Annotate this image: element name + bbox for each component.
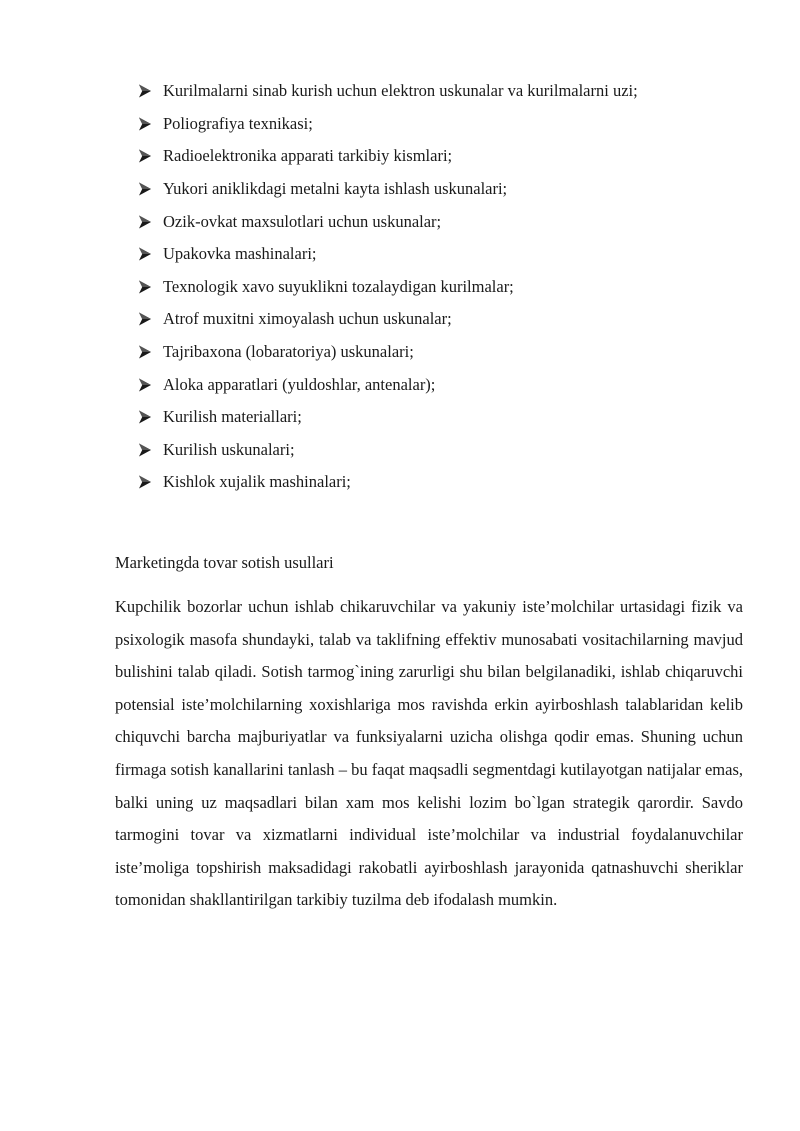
list-item (138, 75, 638, 108)
section-heading: Marketingda tovar sotish usullari (115, 553, 334, 572)
arrow-bullet-icon (138, 117, 152, 131)
bullet-list (138, 75, 638, 499)
list-item-text: Upakovka mashinalari; (163, 244, 317, 264)
body-paragraph: Kupchilik bozorlar uchun ishlab chikaruvchilar va yakuniy iste’molchilar urtasidagi fizik va psixologik masofa shundayki, talab va taklifning effektiv munosabati vositachilarning mavjud bulishini talab qiladi. Sotish tarmog`ining zarurligi shu bilan belgilanadiki, ishlab chiqaruvchi potensial iste’molchilarning xoxishlariga mos ravishda erkin ayirboshlash talablaridan kelib chiquvchi barcha majburiyatlar va funksiyalarni uzicha olishga qodir emas. Shuning uchun firmaga sotish kanallarini tanlash – bu faqat maqsadli segmentdagi kutilayotgan natijalar emas, balki uning uz maqsadlari bilan xam mos kelishi lozim bo`lgan strategik qarordir. Savdo tarmogini tovar va xizmatlarni individual iste’molchilar va industrial foydalanuvchilar iste’moliga topshirish maksadidagi rakobatli ayirboshlash jarayonida qatnashuvchi sheriklar tomonidan shakllantirilgan tarkibiy tuzilma deb ifodalash mumkin. (115, 597, 743, 910)
arrow-bullet-icon (138, 247, 152, 261)
list-item-text: Texnologik xavo suyuklikni tozalaydigan kurilmalar; (163, 276, 514, 296)
arrow-bullet-icon (138, 475, 152, 489)
arrow-bullet-icon (138, 443, 152, 457)
list-item-text: Kurilmalarni sinab kurish uchun elektron uskunalar va kurilmalarni uzi; (163, 81, 638, 101)
list-item-text: Yukori aniklikdagi metalni kayta ishlash uskunalari; (163, 179, 508, 199)
list-item (138, 368, 638, 401)
list-item (138, 336, 638, 369)
list-item-text: Kurilish materiallari; (163, 407, 302, 427)
list-item (138, 466, 638, 499)
arrow-bullet-icon (138, 84, 152, 98)
arrow-bullet-icon (138, 182, 152, 196)
arrow-bullet-icon (138, 378, 152, 392)
list-item (138, 271, 638, 304)
arrow-bullet-icon (138, 215, 152, 229)
arrow-bullet-icon (138, 345, 152, 359)
list-item-text: Radioelektronika apparati tarkibiy kismlari; (163, 146, 453, 166)
list-item (138, 238, 638, 271)
list-item (138, 401, 638, 434)
list-item-text: Kishlok xujalik mashinalari; (163, 472, 351, 492)
list-item-text: Aloka apparatlari (yuldoshlar, antenalar); (163, 374, 436, 394)
list-item (138, 173, 638, 206)
list-item-text: Kurilish uskunalari; (163, 439, 295, 459)
list-item (138, 140, 638, 173)
arrow-bullet-icon (138, 280, 152, 294)
list-item-text: Poliografiya texnikasi; (163, 113, 313, 133)
list-item (138, 303, 638, 336)
list-item-text: Atrof muxitni ximoyalash uchun uskunalar; (163, 309, 452, 329)
list-item (138, 205, 638, 238)
arrow-bullet-icon (138, 410, 152, 424)
arrow-bullet-icon (138, 149, 152, 163)
list-item (138, 434, 638, 467)
list-item (138, 108, 638, 141)
list-item-text: Ozik-ovkat maxsulotlari uchun uskunalar; (163, 211, 442, 231)
list-item-text: Tajribaxona (lobaratoriya) uskunalari; (163, 342, 414, 362)
arrow-bullet-icon (138, 312, 152, 326)
